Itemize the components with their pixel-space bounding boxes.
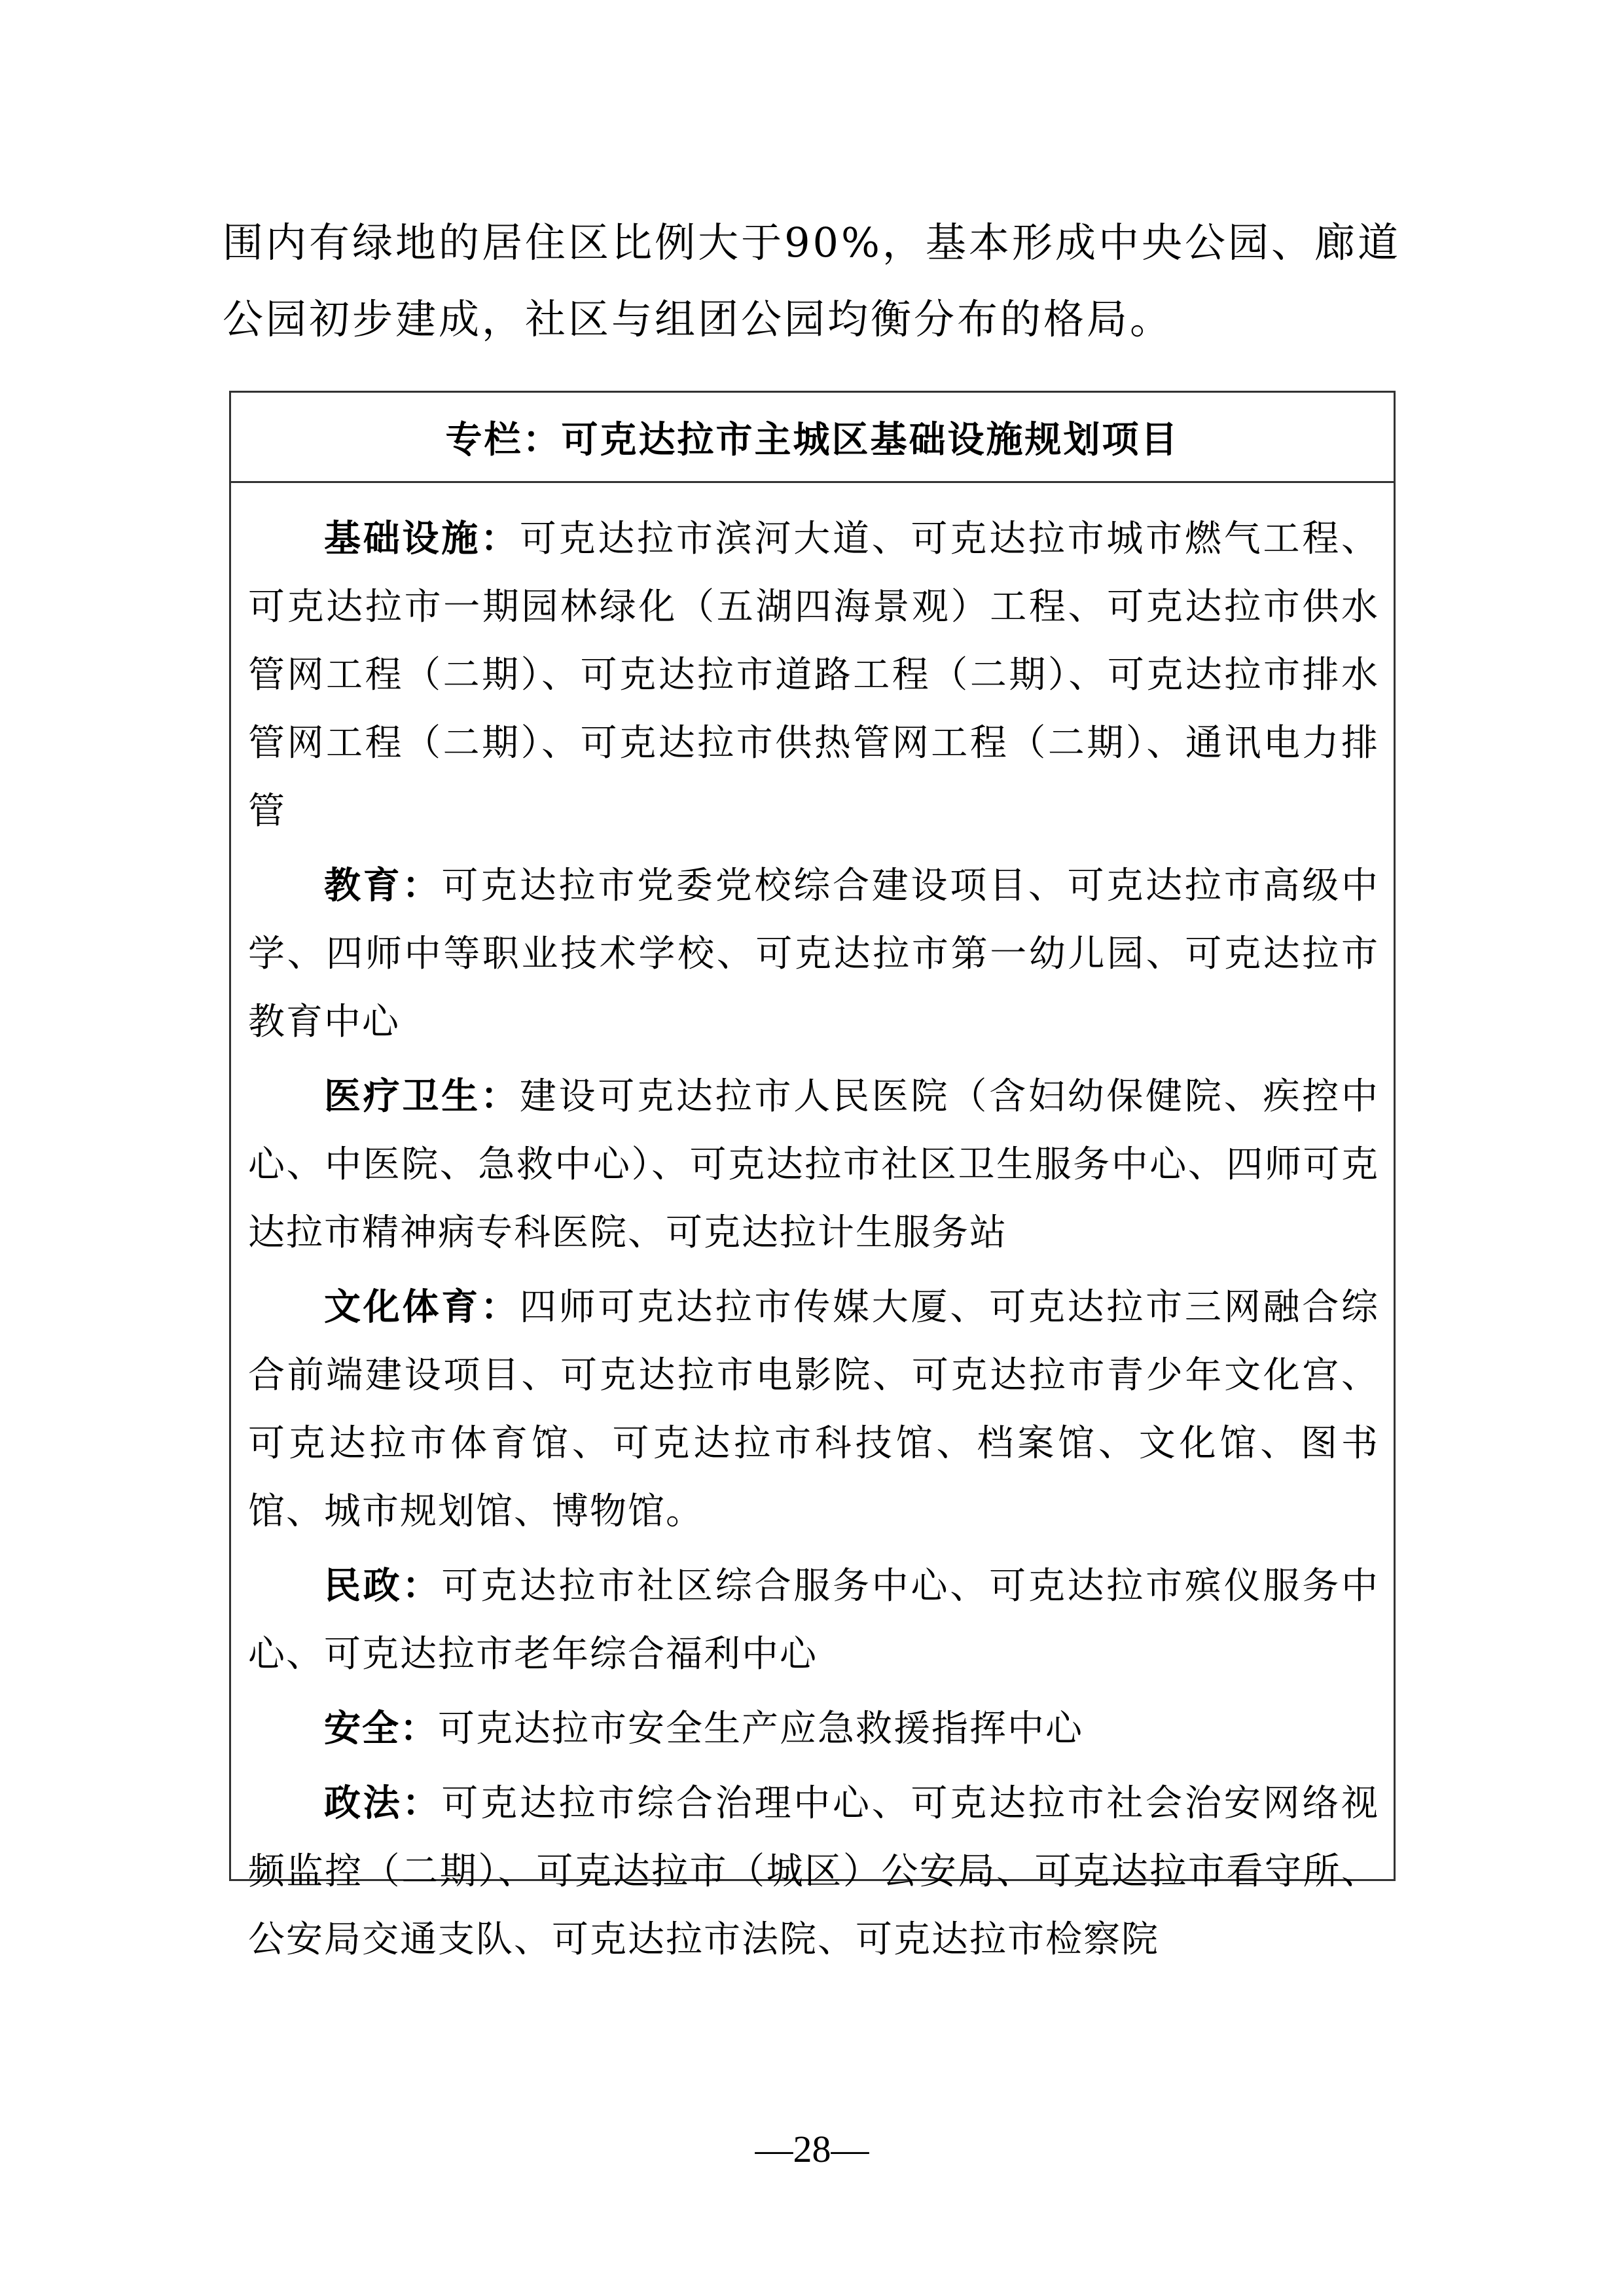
sidebar-entry-civil-affairs [248,1552,1379,1689]
entry-category: 基础设施： [324,518,520,560]
sidebar-entry-education [248,852,1379,1056]
sidebar-entry-politics-law [248,1770,1379,1974]
entry-category: 文化体育： [324,1286,520,1329]
sidebar-entry-healthcare [248,1063,1379,1267]
entry-category: 教育： [324,865,442,907]
sidebar-title: 专栏：可克达拉市主城区基础设施规划项目 [231,393,1394,483]
sidebar-entry-infrastructure [248,505,1379,846]
entry-text: 可克达拉市滨河大道、可克达拉市城市燃气工程、可克达拉市一期园林绿化（五湖四海景观）工程、可克达拉市供水管网工程（二期）、可克达拉市道路工程（二期）、可克达拉市排水管网工程（二期）、可克达拉市供热管网工程（二期）、通讯电力排管 [248,518,1380,833]
page-number: —28— [755,2128,869,2170]
entry-category: 政法： [324,1782,442,1825]
infrastructure-sidebar-box [229,391,1396,1961]
entry-text: 可克达拉市党委党校综合建设项目、可克达拉市高级中学、四师中等职业技术学校、可克达拉市第一幼儿园、可克达拉市教育中心 [248,865,1380,1043]
entry-text: 可克达拉市综合治理中心、可克达拉市社会治安网络视频监控（二期）、可克达拉市（城区）公安局、可克达拉市看守所、公安局交通支队、可克达拉市法院、可克达拉市检察院 [248,1782,1380,1961]
sidebar-entry-safety [248,1695,1379,1763]
sidebar-entry-culture-sports [248,1274,1379,1546]
entry-text: 可克达拉市社区综合服务中心、可克达拉市殡仪服务中心、可克达拉市老年综合福利中心 [248,1565,1380,1676]
entry-category: 安全： [324,1708,438,1750]
intro-paragraph: 围内有绿地的居住区比例大于90%，基本形成中央公园、廊道公园初步建成，社区与组团公园均衡分布的格局。 [223,219,1401,343]
entry-text: 建设可克达拉市人民医院（含妇幼保健院、疾控中心、中医院、急救中心）、可克达拉市社区卫生服务中心、四师可克达拉市精神病专科医院、可克达拉计生服务站 [248,1075,1380,1254]
entry-category: 民政： [324,1565,442,1607]
entry-text: 四师可克达拉市传媒大厦、可克达拉市三网融合综合前端建设项目、可克达拉市电影院、可克达拉市青少年文化宫、可克达拉市体育馆、可克达拉市科技馆、档案馆、文化馆、图书馆、城市规划馆、博物馆。 [248,1286,1380,1533]
entry-category: 医疗卫生： [324,1075,520,1118]
entry-text: 可克达拉市安全生产应急救援指挥中心 [438,1708,1083,1750]
sidebar-body [231,483,1394,1974]
